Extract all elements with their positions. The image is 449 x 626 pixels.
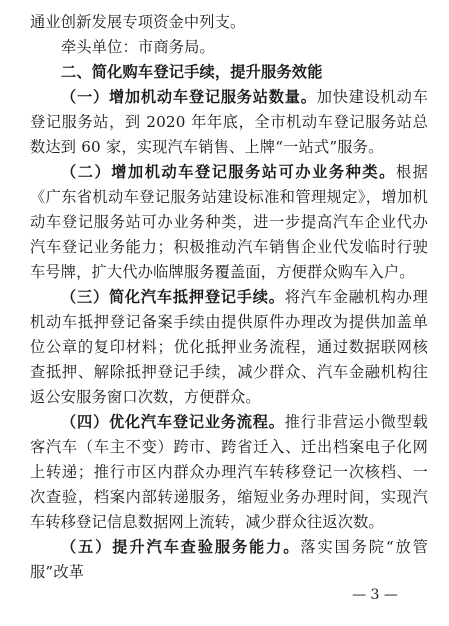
- paragraph-item-5: [30, 535, 428, 585]
- paragraph-text: 落实国务院“放管服”改革: [30, 538, 428, 581]
- item-heading: （二）增加机动车登记服务站可办业务种类。: [61, 163, 396, 181]
- section-heading: [30, 60, 428, 85]
- paragraph-item-4: [30, 410, 428, 535]
- paragraph-text: 根据《广东省机动车登记服务站建设标准和管理规定》，增加机动车登记服务站可办业务种类，进一步提高汽车企业代办汽车登记业务能力；积极推动汽车销售企业代发临时行驶车号牌，扩大代办临牌服务覆盖面，方便群众购车入户。: [30, 163, 429, 281]
- document-body: [30, 10, 428, 585]
- paragraph-item-3: [30, 285, 428, 410]
- page-number: — 3 —: [352, 587, 398, 603]
- section-heading-text: 二、简化购车登记手续，提升服务效能: [61, 63, 323, 81]
- paragraph-item-2: [30, 160, 428, 285]
- paragraph-item-1: [30, 85, 428, 160]
- paragraph-funding-source: [30, 10, 428, 35]
- paragraph-text: 推行非营运小微型载客汽车（车主不变）跨市、跨省迁入、迁出档案电子化网上转递；推行市区内群众办理汽车转移登记一次核档、一次查验，档案内部转递服务，缩短业务办理时间，实现汽车转移登记信息数据网上流转，减少群众往返次数。: [30, 413, 428, 531]
- paragraph-text: 将汽车金融机构办理机动车抵押登记备案手续由提供原件办理改为提供加盖单位公章的复印材料；优化抵押业务流程，通过数据联网核查抵押、解除抵押登记手续，减少群众、汽车金融机构往返公安服务窗口次数，方便群众。: [30, 288, 428, 406]
- paragraph-text: 牵头单位：市商务局。: [61, 38, 215, 56]
- item-heading: （五）提升汽车查验服务能力。: [61, 538, 301, 556]
- paragraph-lead-unit: [30, 35, 428, 60]
- paragraph-text: 通业创新发展专项资金中列支。: [30, 13, 246, 31]
- item-heading: （三）简化汽车抵押登记手续。: [61, 288, 285, 306]
- paragraph-text: 加快建设机动车登记服务站，到 2020 年年底，全市机动车登记服务站总数达到 60 家，实现汽车销售、上牌“一站式”服务。: [30, 88, 428, 156]
- item-heading: （四）优化汽车登记业务流程。: [61, 413, 285, 431]
- item-heading: （一）增加机动车登记服务站数量。: [61, 88, 317, 106]
